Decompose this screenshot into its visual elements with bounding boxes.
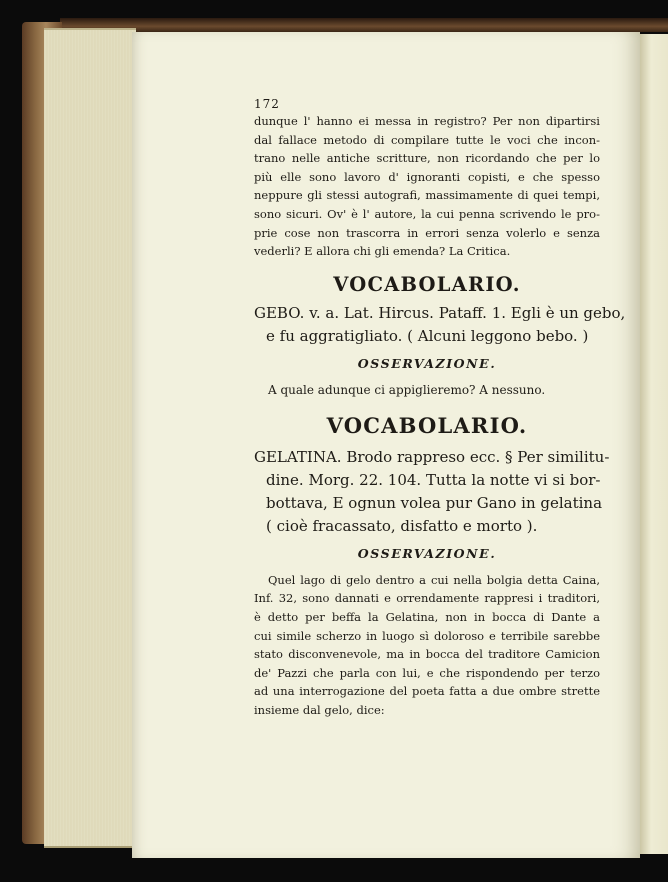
page-content (254, 96, 626, 720)
intro-line: neppure gli stessi autografi, massimamente di quei tempi, (254, 188, 600, 203)
intro-line: prie cose non trascorra in errori senza volerlo e senza (254, 225, 600, 240)
obs-line: Quel lago di gelo dentro a cui nella bolgia detta Caina, (268, 572, 600, 587)
observation-text: A quale adunque ci appiglieremo? A nessuno. (268, 382, 546, 397)
section-heading-vocabolario: VOCABOLARIO. (326, 412, 528, 438)
observation-heading: OSSERVAZIONE. (357, 355, 497, 371)
intro-line: trano nelle antiche scritture, non ricordando che per lo (254, 151, 600, 166)
intro-line: dal fallace metodo di compilare tutte le voci che incon- (254, 132, 600, 147)
entry-line: GELATINA. Brodo rappreso ecc. § Per similitu- (254, 447, 610, 466)
entry-line: e fu aggratigliato. ( Alcuni leggono bebo. ) (266, 326, 589, 345)
dictionary-entry-gebo (254, 302, 626, 348)
entry-line: ( cioè fracassato, disfatto e morto ). (266, 516, 538, 535)
page-number: 172 (254, 97, 280, 111)
obs-line: è detto per beffa la Gelatina, non in bocca di Dante a (254, 609, 600, 624)
page-edges (44, 28, 136, 848)
obs-line: ad una interrogazione del poeta fatta a due ombre strette (254, 684, 600, 699)
entry-line: bottava, E ognun volea pur Gano in gelatina (266, 493, 603, 512)
dictionary-entry-gelatina (254, 446, 610, 538)
obs-line: cui simile scherzo in luogo sì doloroso e terribile sarebbe (254, 628, 600, 643)
obs-line: de' Pazzi che parla con lui, e che rispondendo per terzo (254, 665, 600, 680)
book-cover-top (60, 18, 668, 32)
facing-page-edge (640, 34, 668, 854)
background-edge (0, 858, 668, 882)
intro-line: dunque l' hanno ei messa in registro? Per non dipartirsi (254, 114, 600, 128)
intro-line: vederli? E allora chi gli emenda? La Critica. (254, 244, 511, 259)
entry-line: GEBO. v. a. Lat. Hircus. Pataff. 1. Egli è un gebo, (254, 303, 626, 322)
obs-line: stato disconvenevole, ma in bocca del traditore Camicion (254, 647, 600, 662)
intro-line: più elle sono lavoro d' ignoranti copisti, e che spesso (254, 169, 600, 184)
section-heading-vocabolario: VOCABOLARIO. (333, 272, 521, 296)
intro-paragraph (254, 112, 600, 261)
obs-line: Inf. 32, sono dannati e orrendamente rappresi i traditori, (254, 591, 600, 606)
entry-line: dine. Morg. 22. 104. Tutta la notte vi si bor- (266, 470, 601, 489)
observation-heading: OSSERVAZIONE. (357, 545, 497, 561)
observation-paragraph (254, 571, 600, 720)
intro-line: sono sicuri. Ov' è l' autore, la cui penna scrivendo le pro- (254, 206, 600, 221)
obs-line: insieme dal gelo, dice: (254, 702, 385, 717)
